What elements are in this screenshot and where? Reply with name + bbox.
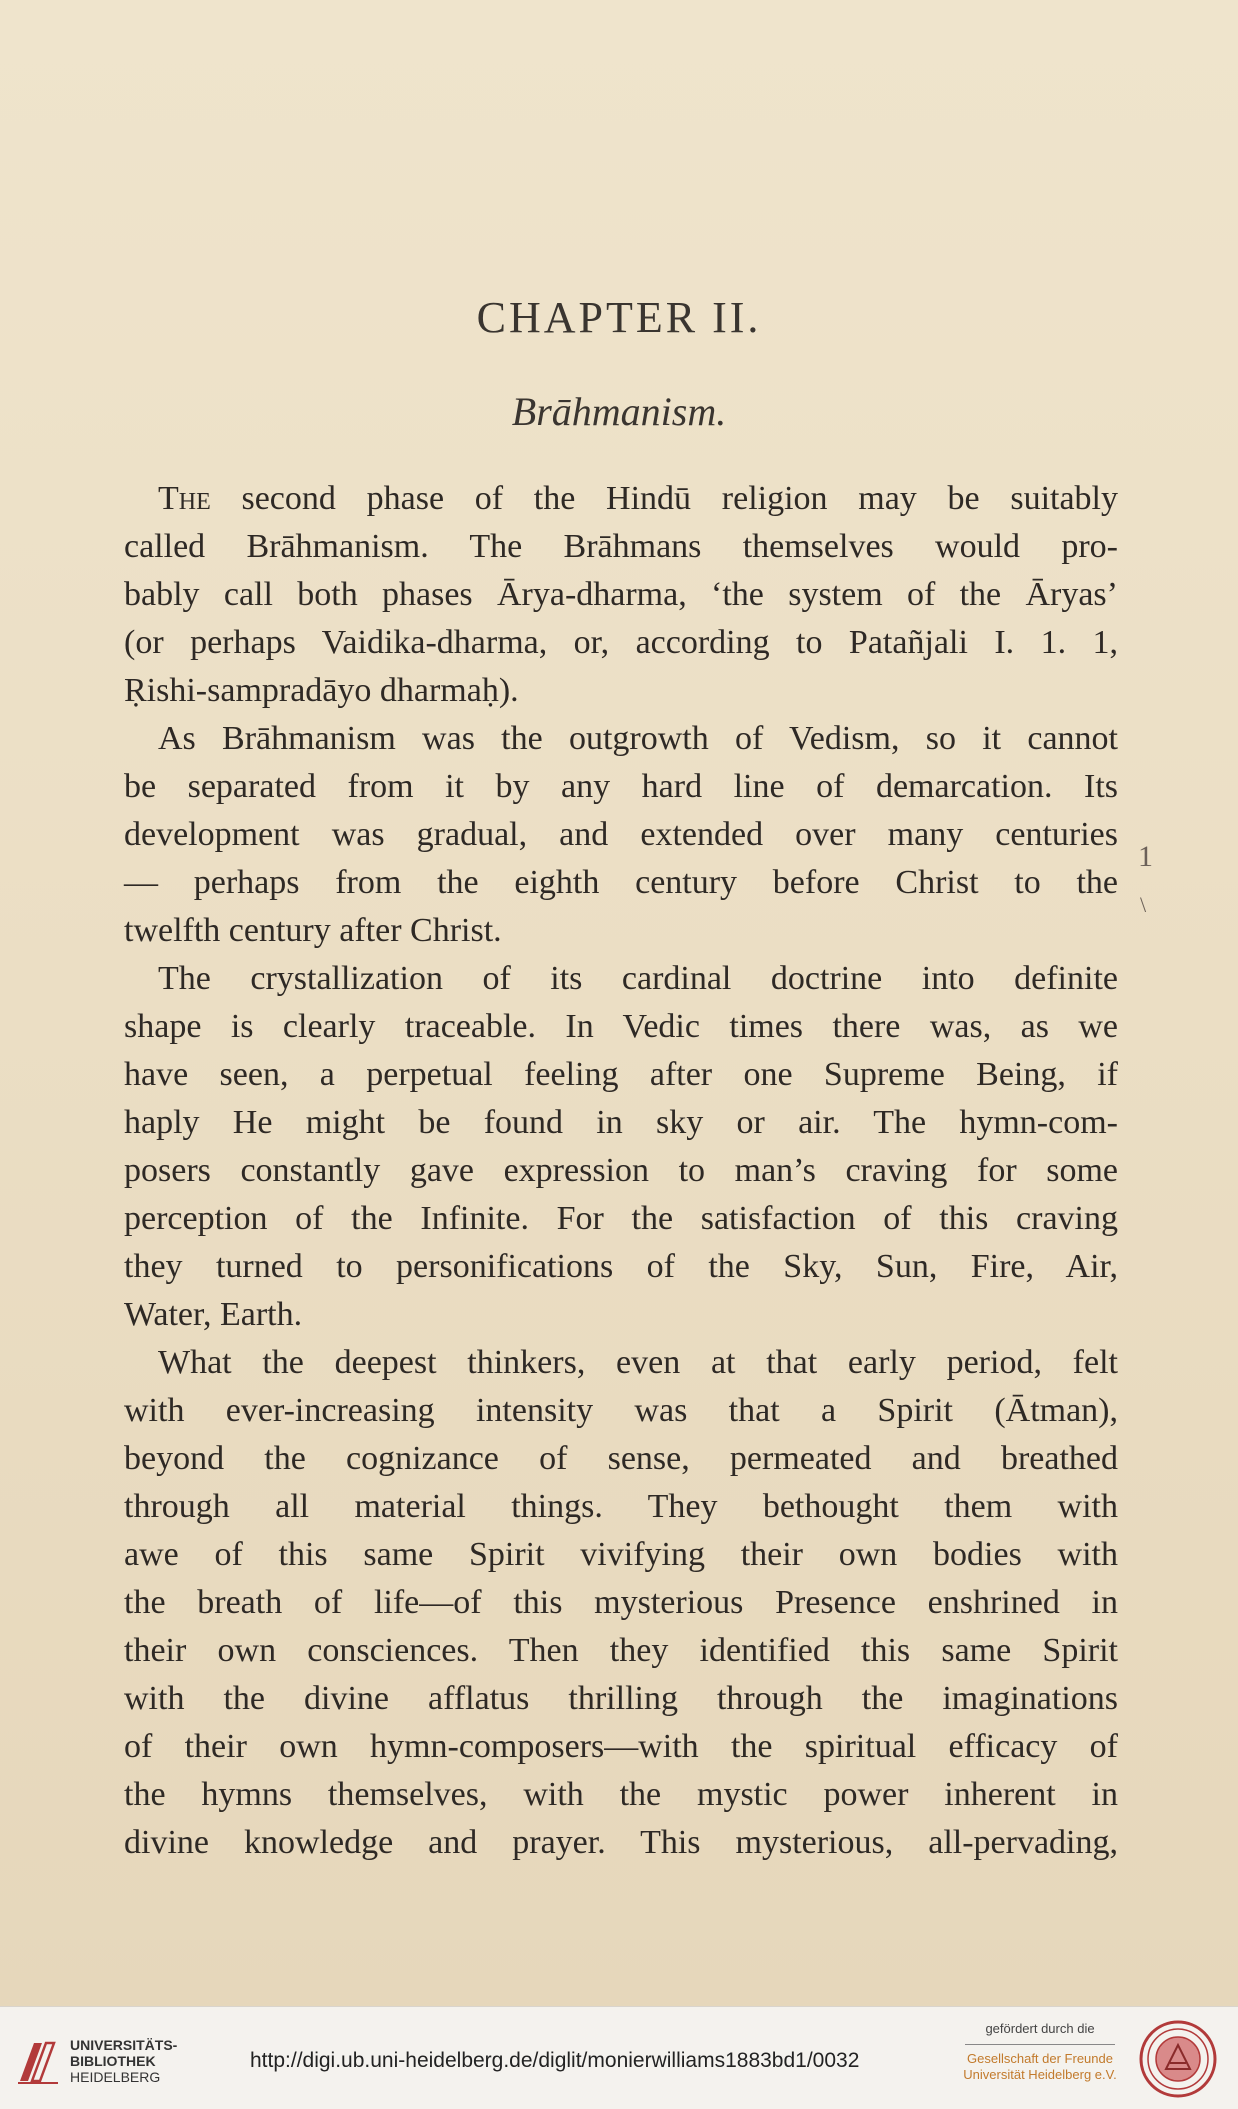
source-url-link[interactable]: http://digi.ub.uni-heidelberg.de/diglit/monierwilliams1883bd1/0032 — [250, 2049, 860, 2072]
sponsor-by-text: gefördert durch die — [985, 2021, 1095, 2036]
text-line — [124, 955, 1118, 1003]
text-line-content: divine knowledge and prayer. This mysterious, all-pervading, — [124, 1824, 1118, 1861]
text-line-content: have seen, a perpetual feeling after one Supreme Being, if — [124, 1056, 1118, 1093]
sponsor-org-line: Gesellschaft der Freunde — [967, 2051, 1113, 2066]
sponsor-block — [950, 2021, 1130, 2083]
text-line — [124, 523, 1118, 571]
text-line-content: they turned to personifications of the Sky, Sun, Fire, Air, — [124, 1248, 1118, 1285]
text-line-content: bably call both phases Ārya-dharma, ‘the system of the Āryas’ — [124, 576, 1118, 613]
sponsor-divider — [965, 2044, 1115, 2045]
text-line-content: (or perhaps Vaidika-dharma, or, according to Patañjali I. 1. 1, — [124, 624, 1118, 661]
text-line-content: twelfth century after Christ. — [124, 912, 502, 949]
margin-mark: \ — [1140, 892, 1147, 917]
body-text — [124, 475, 1118, 1867]
text-line-content: called Brāhmanism. The Brāhmans themselves would pro- — [124, 528, 1118, 565]
footer-bar — [0, 2006, 1238, 2109]
text-line — [124, 619, 1118, 667]
text-line — [124, 1579, 1118, 1627]
text-line-content: shape is clearly traceable. In Vedic times there was, as we — [124, 1008, 1118, 1045]
library-name-line: UNIVERSITÄTS- — [70, 2037, 178, 2053]
text-line-content: be separated from it by any hard line of demarcation. Its — [124, 768, 1118, 805]
text-line — [124, 1243, 1118, 1291]
text-line-content: their own consciences. Then they identified this same Spirit — [124, 1632, 1118, 1669]
text-line-content: the hymns themselves, with the mystic power inherent in — [124, 1776, 1118, 1813]
text-line-content: with the divine afflatus thrilling through the imaginations — [124, 1680, 1118, 1717]
chapter-heading: CHAPTER II. — [476, 293, 762, 342]
university-seal-icon — [1138, 2019, 1218, 2099]
text-line — [124, 1291, 1118, 1339]
chapter-title: Brāhmanism. — [511, 389, 727, 434]
smallcaps-lead: The — [158, 480, 211, 517]
text-line — [124, 1435, 1118, 1483]
text-line — [124, 859, 1118, 907]
text-line — [124, 475, 1118, 523]
text-line — [124, 1003, 1118, 1051]
text-line — [124, 1483, 1118, 1531]
sponsor-org-line: Universität Heidelberg e.V. — [963, 2067, 1117, 2082]
text-line — [124, 1051, 1118, 1099]
text-line — [124, 1627, 1118, 1675]
text-line — [124, 1723, 1118, 1771]
text-line — [124, 667, 1118, 715]
library-name — [70, 2037, 177, 2085]
text-line-content: haply He might be found in sky or air. The hymn-com- — [124, 1104, 1118, 1141]
library-name-line: BIBLIOTHEK — [70, 2053, 156, 2069]
text-line-content: The crystallization of its cardinal doctrine into definite — [158, 960, 1118, 997]
text-line-content: beyond the cognizance of sense, permeated and breathed — [124, 1440, 1118, 1477]
text-line-content: posers constantly gave expression to man’s craving for some — [124, 1152, 1118, 1189]
text-line-content: through all material things. They bethought them with — [124, 1488, 1118, 1525]
text-line-content: with ever-increasing intensity was that a Spirit (Ātman), — [124, 1392, 1118, 1429]
text-line-content: What the deepest thinkers, even at that early period, felt — [158, 1344, 1118, 1381]
text-line-content: of their own hymn-composers—with the spiritual efficacy of — [124, 1728, 1118, 1765]
text-line — [124, 811, 1118, 859]
text-line — [124, 1195, 1118, 1243]
text-line-content: second phase of the Hindū religion may be suitably — [210, 480, 1118, 517]
text-line-content: perception of the Infinite. For the satisfaction of this craving — [124, 1200, 1118, 1237]
text-line-content: Water, Earth. — [124, 1296, 303, 1333]
text-line-content: — perhaps from the eighth century before Christ to the — [124, 864, 1118, 901]
text-line — [124, 907, 1118, 955]
text-line-content: the breath of life—of this mysterious Presence enshrined in — [124, 1584, 1118, 1621]
text-line — [124, 1675, 1118, 1723]
text-line — [124, 763, 1118, 811]
text-line — [124, 1147, 1118, 1195]
text-line — [124, 1819, 1118, 1867]
margin-mark: 1 — [1138, 840, 1153, 873]
text-line — [124, 715, 1118, 763]
text-line — [124, 571, 1118, 619]
text-line — [124, 1531, 1118, 1579]
library-logo-icon — [14, 2035, 62, 2087]
library-name-line: HEIDELBERG — [70, 2069, 161, 2085]
text-line — [124, 1339, 1118, 1387]
text-line-content: awe of this same Spirit vivifying their own bodies with — [124, 1536, 1118, 1573]
text-line — [124, 1771, 1118, 1819]
text-line — [124, 1099, 1118, 1147]
text-line-content: Ṛishi-sampradāyo dharmaḥ). — [124, 672, 519, 709]
text-line — [124, 1387, 1118, 1435]
text-line-content: development was gradual, and extended over many centuries — [124, 816, 1118, 853]
text-line-content: As Brāhmanism was the outgrowth of Vedism, so it cannot — [158, 720, 1118, 757]
